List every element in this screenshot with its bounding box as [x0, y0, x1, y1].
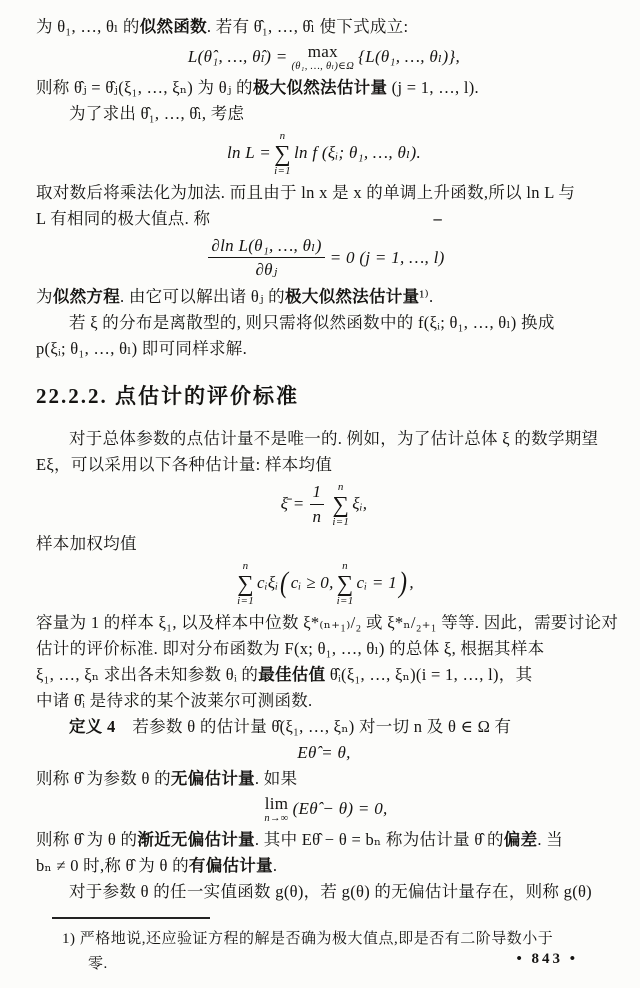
formula-rhs: = 0 (j = 1, …, l)	[329, 247, 445, 267]
fraction-one-over-n: $\frac{1}{n}$	[310, 481, 325, 527]
paragraph-discrete-case-cont: p(ξᵢ; θ₁, …, θₗ) 即可同样求解.	[36, 338, 248, 358]
term-unbiased-estimator: 无偏估计量	[170, 768, 255, 788]
paragraph-biased-estimator	[36, 853, 612, 879]
formula-max-likelihood	[36, 43, 612, 72]
term-asymptotic-unbiased: 渐近无偏估计量	[137, 829, 255, 849]
text-run: . 其中 Eθ̂ − θ = bₙ 称为估计量 θ̂ 的	[254, 829, 504, 849]
paragraph-criteria-intro: 对于总体参数的点估计量不是唯一的. 例如，为了估计总体 ξ 的数学期望	[69, 428, 599, 448]
formula-asymptotic-limit	[36, 795, 612, 824]
text-run: 则称 θ̂ 为参数 θ 的	[36, 768, 171, 788]
paragraph-definition-4	[36, 714, 612, 740]
text-run: . 当	[537, 829, 564, 849]
paragraph-weighted-mean-label: 样本加权均值	[36, 533, 137, 553]
paragraph-mle-definition	[36, 75, 612, 101]
paragraph-likelihood-intro	[36, 14, 612, 40]
term-mle-estimator: 极大似然法估计量	[252, 77, 388, 97]
text-run: 则称 θ̂ⱼ = θ̂ⱼ(ξ₁, …, ξₙ) 为 θⱼ 的	[36, 77, 253, 97]
paragraph-best-estimate	[36, 662, 612, 688]
paragraph-same-maximum	[36, 206, 612, 232]
fraction-partial-derivative: $\frac{\text{∂ln L(θ₁, …, θₗ)}}{\text{∂θⱼ}}$	[208, 235, 324, 281]
term-biased-estimator: 有偏估计量	[188, 855, 273, 875]
formula-tail: ,	[409, 573, 414, 593]
text-run: 则称 θ̂ 为 θ 的	[36, 829, 138, 849]
paragraph-likelihood-equation-name	[36, 284, 612, 310]
lim-operator: lim n→∞	[264, 793, 289, 824]
text-run: L 有相同的极大值点. 称	[36, 209, 211, 229]
text-run: . 若有 θ̂₁, …, θ̂ₗ 使下式成立:	[206, 17, 409, 36]
max-operator: max (θ₁, …, θₗ)∈Ω	[291, 42, 355, 72]
formula-lhs: ξ̄ =	[280, 494, 305, 514]
text-run: 为	[36, 286, 53, 306]
text-run: . 由它可以解出诸 θⱼ 的	[120, 286, 285, 306]
text-run: 若参数 θ 的估计量 θ̂(ξ₁, …, ξₙ) 对一切 n 及 θ ∈ Ω 有	[115, 716, 512, 736]
formula-likelihood-equation	[36, 235, 612, 281]
term-definition-4: 定义 4	[69, 716, 116, 736]
open-paren: (	[280, 566, 289, 600]
formula-term: cᵢξᵢ	[257, 573, 279, 593]
formula-condition: cᵢ ≥ 0,	[290, 573, 334, 593]
formula-condition: cᵢ = 1	[356, 573, 398, 593]
text-run: .	[272, 855, 278, 875]
text-run: θ̂ᵢ(ξ₁, …, ξₙ)(i = 1, …, l)，其	[325, 664, 533, 684]
term-mle-estimator: 极大似然法估计量	[284, 286, 420, 306]
paragraph-median-examples: 容量为 1 的样本 ξ₁, 以及样本中位数 ξ*₍ₙ₊₁₎/₂ 或 ξ*ₙ/₂₊₁ 等等. 因此，需要讨论对	[36, 612, 619, 632]
formula-rhs: ξᵢ,	[352, 494, 368, 514]
footnote-divider	[52, 917, 210, 919]
footnote-marker: ¹⁾.	[419, 286, 434, 306]
footnote-line-1: 1) 严格地说,还应验证方程的解是否确为极大值点,即是否有二阶导数小于	[62, 930, 554, 947]
formula-lhs: ln L =	[226, 143, 272, 163]
paragraph-log-property: 取对数后将乘法化为加法. 而且由于 ln x 是 x 的单调上升函数,所以 ln L 与	[36, 183, 576, 203]
section-heading: 22.2.2. 点估计的评价标准	[36, 383, 299, 408]
text-run: ξ₁, …, ξₙ 求出各未知参数 θᵢ 的	[36, 664, 259, 684]
paragraph-borel-function: 中诸 θ̂ᵢ 是待求的某个波莱尔可测函数.	[36, 690, 313, 710]
term-likelihood-function: 似然函数	[139, 17, 207, 36]
formula-unbiased	[36, 743, 612, 763]
paragraph-solve-intro: 为了求出 θ̂₁, …, θ̂ₗ, 考虑	[69, 103, 245, 123]
summation-symbol: n ∑ i=1	[332, 480, 350, 528]
term-bias: 偏差	[503, 829, 538, 849]
footnote-line-2: 零.	[88, 955, 108, 972]
paragraph-criteria-intro-cont: Eξ，可以采用以下各种估计量: 样本均值	[36, 454, 333, 474]
text-run: 为 θ₁, …, θₗ 的	[36, 17, 140, 36]
paragraph-discrete-case: 若 ξ 的分布是离散型的, 则只需将似然函数中的 f(ξᵢ; θ₁, …, θₗ) 换成	[69, 312, 555, 332]
text-run: (j = 1, …, l).	[387, 77, 479, 97]
paragraph-asymptotic-unbiased	[36, 827, 612, 853]
text-run: . 如果	[254, 768, 298, 788]
formula-rhs: {L(θ₁, …, θₗ)},	[358, 47, 461, 67]
paragraph-real-function: 对于参数 θ 的任一实值函数 g(θ)，若 g(θ) 的无偏估计量存在，则称 g(θ)	[69, 881, 592, 901]
page-number: • 843 •	[516, 951, 578, 967]
formula-rhs: (Eθ̂ − θ) = 0,	[292, 799, 388, 819]
text-run: bₙ ≠ 0 时,称 θ̂ 为 θ 的	[36, 855, 189, 875]
formula-weighted-mean	[36, 560, 612, 607]
formula-lhs: L(θ̂₁, …, θ̂ₗ) =	[187, 47, 288, 67]
stray-mark: –	[433, 209, 442, 229]
formula-body: Eθ̂ = θ,	[297, 742, 351, 762]
close-paren: )	[399, 566, 408, 600]
formula-rhs: ln f (ξᵢ; θ₁, …, θₗ).	[293, 143, 422, 163]
formula-log-likelihood	[36, 130, 612, 177]
paragraph-criteria-body: 估计的评价标准. 即对分布函数为 F(x; θ₁, …, θₗ) 的总体 ξ, 根据其样本	[36, 638, 545, 658]
paragraph-unbiased-estimator	[36, 766, 612, 792]
term-best-estimate: 最佳估值	[258, 664, 326, 684]
summation-symbol: n ∑ i=1	[336, 559, 354, 607]
summation-symbol: n ∑ i=1	[237, 559, 254, 607]
summation-symbol: n ∑ i=1	[274, 129, 291, 177]
formula-sample-mean	[36, 481, 612, 528]
term-likelihood-equation: 似然方程	[52, 286, 121, 306]
